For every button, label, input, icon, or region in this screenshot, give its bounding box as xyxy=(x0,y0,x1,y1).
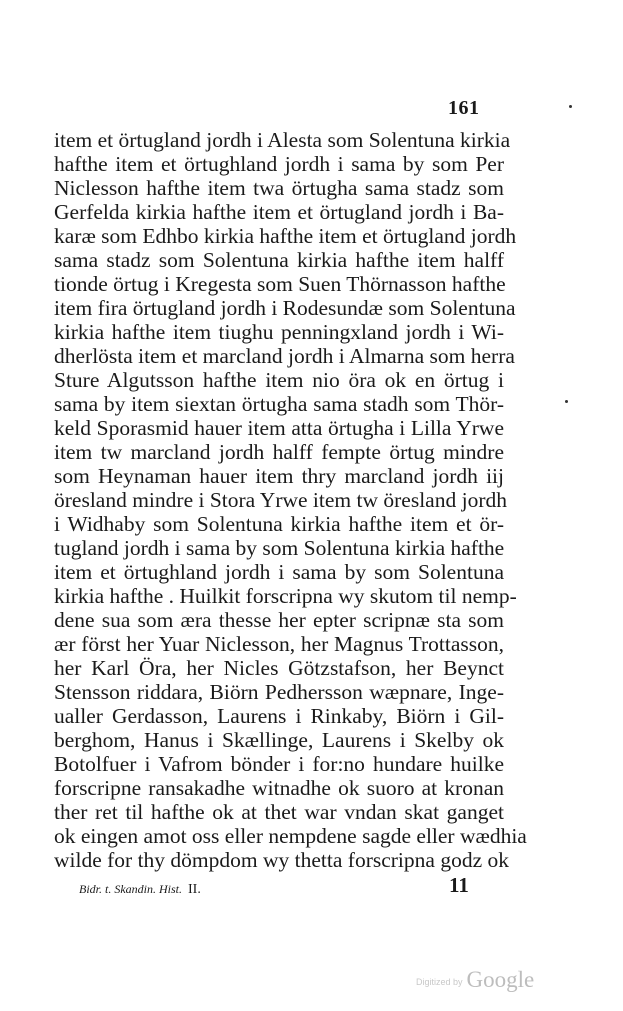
text-line: Sture Algutsson hafthe item nio öra ok en örtug i xyxy=(54,368,504,392)
page-number: 161 xyxy=(448,97,480,119)
text-line: forscripne ransakadhe witnadhe ok suoro at kronan xyxy=(54,776,504,800)
text-line: i Widhaby som Solentuna kirkia hafthe item et ör- xyxy=(54,512,504,536)
footer-sheet-number: 11 xyxy=(449,873,469,897)
text-line: ok eingen amot oss eller nempdene sagde eller wædhia xyxy=(54,824,527,848)
text-line: her Karl Öra, her Nicles Götzstafson, her Beynct xyxy=(54,656,504,680)
text-line: ualler Gerdasson, Laurens i Rinkaby, Biörn i Gil- xyxy=(54,704,504,728)
text-line: sama stadz som Solentuna kirkia hafthe item halff xyxy=(54,248,504,272)
text-line: tionde örtug i Kregesta som Suen Thörnasson hafthe xyxy=(54,272,506,296)
footer-signature xyxy=(79,882,201,898)
digitized-label: Digitized by xyxy=(416,977,463,987)
text-line: karæ som Edhbo kirkia hafthe item et örtugland jordh xyxy=(54,224,517,248)
text-line: Botolfuer i Vafrom bönder i for:no hundare huilke xyxy=(54,752,504,776)
text-line: Gerfelda kirkia hafthe item et örtugland jordh i Ba- xyxy=(54,200,504,224)
margin-speck xyxy=(569,105,572,108)
footer-signature-title: Bidr. t. Skandin. Hist. xyxy=(79,882,183,896)
text-line: Stensson riddara, Biörn Pedhersson wæpnare, Inge- xyxy=(54,680,504,704)
text-line: som Heynaman hauer item thry marcland jordh iij xyxy=(54,464,504,488)
margin-speck xyxy=(565,400,568,403)
text-line: berghom, Hanus i Skællinge, Laurens i Skelby ok xyxy=(54,728,504,752)
digitized-watermark xyxy=(416,964,534,992)
text-line: ther ret til hafthe ok at thet war vndan skat ganget xyxy=(54,800,504,824)
text-line: dherlösta item et marcland jordh i Almarna som herra xyxy=(54,344,515,368)
text-line: sama by item siextan örtugha sama stadh som Thör- xyxy=(54,392,504,416)
text-line: item et örtughland jordh i sama by som Solentuna xyxy=(54,560,504,584)
footer-volume: II. xyxy=(188,882,201,897)
text-line: Niclesson hafthe item twa örtugha sama stadz som xyxy=(54,176,504,200)
text-line: öresland mindre i Stora Yrwe item tw öresland jordh xyxy=(54,488,507,512)
text-line: item et örtugland jordh i Alesta som Solentuna kirkia xyxy=(54,128,511,152)
text-line: ær först her Yuar Niclesson, her Magnus Trottasson, xyxy=(54,632,504,656)
text-line: tugland jordh i sama by som Solentuna kirkia hafthe xyxy=(54,536,505,560)
text-line: wilde for thy dömpdom wy thetta forscripna godz ok xyxy=(54,848,509,872)
text-line: keld Sporasmid hauer item atta örtugha i Lilla Yrwe xyxy=(54,416,504,440)
text-line: item fira örtugland jordh i Rodesundæ som Solentuna xyxy=(54,296,516,320)
text-line: item tw marcland jordh halff fempte örtug mindre xyxy=(54,440,504,464)
text-line: kirkia hafthe . Huilkit forscripna wy skutom til nemp- xyxy=(54,584,517,608)
text-line: kirkia hafthe item tiughu penningxland jordh i Wi- xyxy=(54,320,504,344)
text-line: hafthe item et örtughland jordh i sama by som Per xyxy=(54,152,504,176)
text-line: dene sua som æra thesse her epter scripnæ sta som xyxy=(54,608,504,632)
google-logo: Google xyxy=(466,967,535,992)
